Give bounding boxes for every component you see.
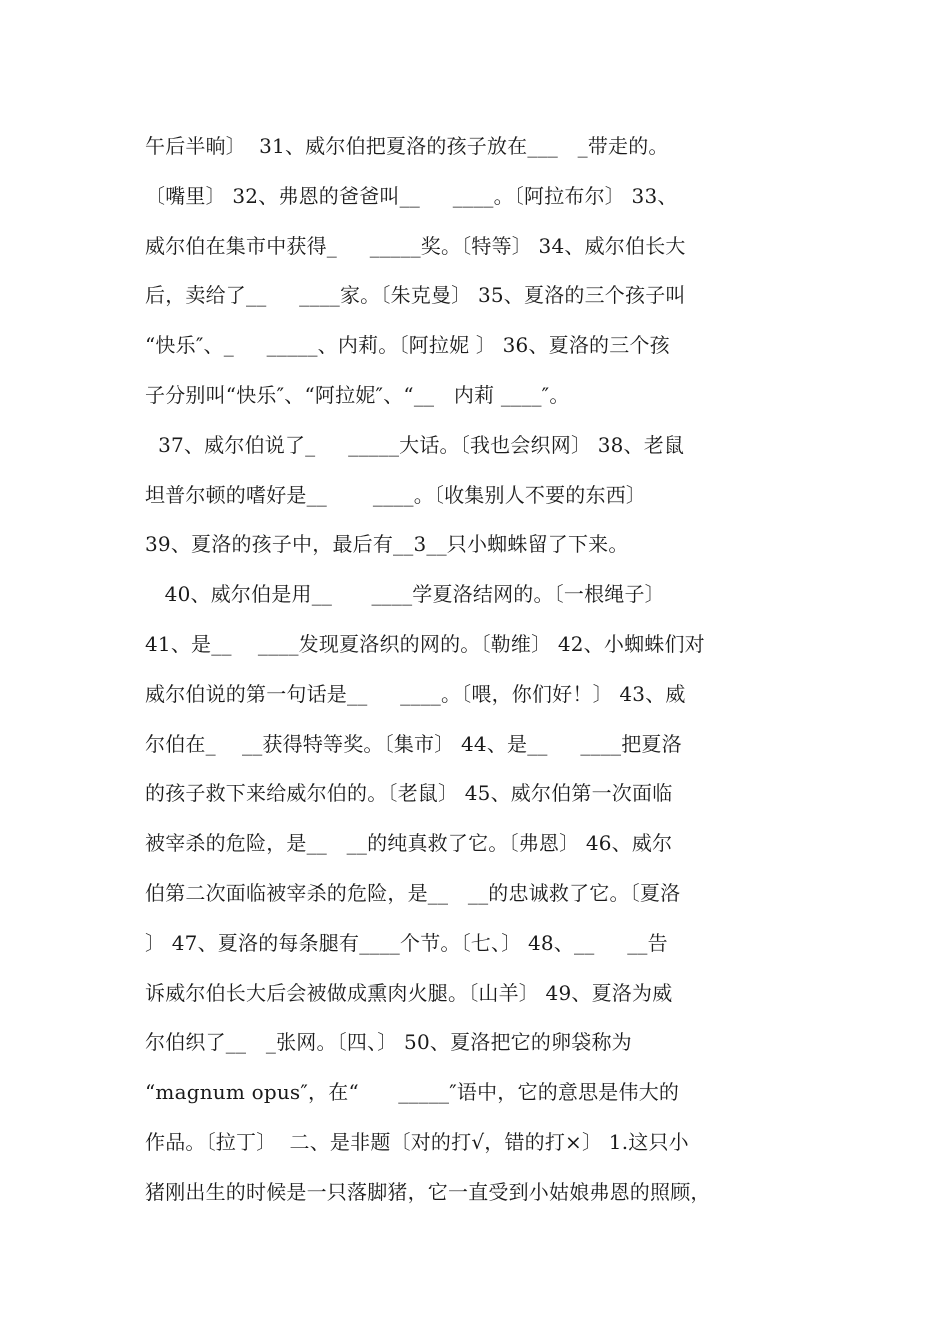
text-line-11: 41、是__ ____发现夏洛织的网的。〔勒维〕 42、小蜘蛛们对: [145, 631, 705, 656]
text-line-4: 后，卖给了__ ____家。〔朱克曼〕 35、夏洛的三个孩子叫: [145, 283, 686, 308]
text-line-18: 诉威尔伯长大后会被做成熏肉火腿。〔山羊〕 49、夏洛为威: [145, 980, 673, 1005]
text-line-1: 午后半晌〕 31、威尔伯把夏洛的孩子放在___ _带走的。: [145, 134, 669, 158]
text-line-3: 威尔伯在集市中获得_ _____奖。〔特等〕 34、威尔伯长大: [145, 233, 686, 258]
text-line-12: 威尔伯说的第一句话是__ ____。〔喂，你们好！〕 43、威: [145, 681, 686, 706]
text-line-6: 子分别叫“快乐″、“阿拉妮″、“__ 内莉 ____″。: [145, 382, 570, 407]
text-line-8: 坦普尔顿的嗜好是__ ____。〔收集别人不要的东西〕: [145, 482, 647, 507]
text-line-19: 尔伯织了__ _张网。〔四、〕 50、夏洛把它的卵袋称为: [145, 1030, 632, 1055]
document-body: [145, 122, 817, 1218]
text-line-7: 37、威尔伯说了_ _____大话。〔我也会织网〕 38、老鼠: [145, 432, 685, 457]
text-line-22: 猪刚出生的时候是一只落脚猪，它一直受到小姑娘弗恩的照顾，: [145, 1179, 711, 1204]
text-line-16: 伯第二次面临被宰杀的危险，是__ __的忠诚救了它。〔夏洛: [145, 880, 681, 905]
text-line-21: 作品。〔拉丁〕 二、是非题〔对的打√，错的打×〕 1.这只小: [145, 1129, 689, 1154]
text-line-5: “快乐″、_ _____、内莉。〔阿拉妮 〕 36、夏洛的三个孩: [145, 333, 670, 358]
text-line-17: 〕 47、夏洛的每条腿有____个节。〔七、〕 48、__ __告: [145, 930, 668, 955]
text-line-10: 40、威尔伯是用__ ____学夏洛结网的。〔一根绳子〕: [145, 582, 665, 607]
text-line-15: 被宰杀的危险，是__ __的纯真救了它。〔弗恩〕 46、威尔: [145, 831, 673, 856]
text-line-2: 〔嘴里〕 32、弗恩的爸爸叫__ ____。〔阿拉布尔〕 33、: [145, 183, 678, 208]
text-line-14: 的孩子救下来给威尔伯的。〔老鼠〕 45、威尔伯第一次面临: [145, 781, 673, 806]
text-line-13: 尔伯在_ __获得特等奖。〔集市〕 44、是__ ____把夏洛: [145, 731, 682, 756]
text-line-20: “magnum opus″，在“ _____″语中，它的意思是伟大的: [145, 1080, 680, 1105]
text-line-9: 39、夏洛的孩子中，最后有__3__只小蜘蛛留了下来。: [145, 532, 629, 557]
